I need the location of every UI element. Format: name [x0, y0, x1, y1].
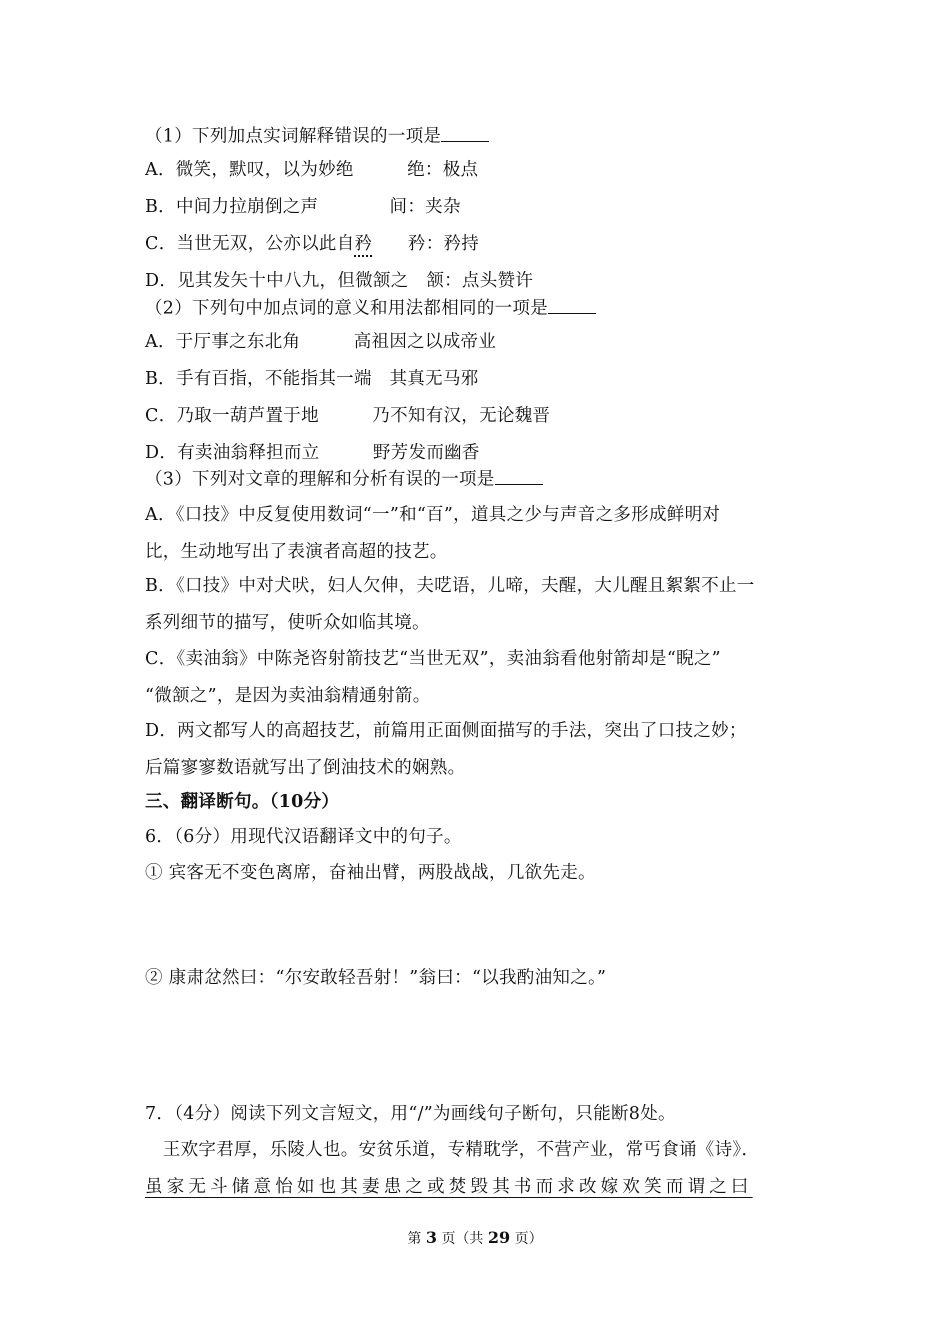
footer-middle: 页（共	[441, 1231, 484, 1247]
footer-prefix: 第	[407, 1231, 422, 1247]
q5-3-option-d-line2: 后篇寥寥数语就写出了倒油技术的娴熟。	[145, 758, 466, 778]
q5-3-option-c-line1: C．《卖油翁》中陈尧咨射箭技艺“当世无双”，卖油翁看他射箭却是“睨之”	[145, 649, 721, 669]
answer-blank	[495, 467, 543, 485]
q5-2-stem	[145, 296, 596, 321]
page-number: 3	[425, 1228, 437, 1247]
q5-3-option-a-line1: A．《口技》中反复使用数词“一”和“百”，道具之少与声音之多形成鲜明对	[145, 505, 721, 525]
option-c-gloss: 矜：矜持	[372, 234, 480, 254]
q7-stem: 7．（4分）阅读下列文言短文，用“/”为画线句子断句，只能断8处。	[145, 1104, 676, 1124]
total-pages: 29	[487, 1228, 511, 1247]
q5-2-option-b: B．手有百指，不能指其一端 其真无马邪	[145, 369, 479, 389]
q5-1-stem	[145, 124, 489, 149]
q5-1-option-b: B．中间力拉崩倒之声 间：夹杂	[145, 197, 461, 217]
dotted-emphasis-word: 矜	[354, 234, 373, 254]
q7-passage-line1: 王欢字君厚，乐陵人也。安贫乐道，专精耽学，不营产业，常丐食诵《诗》．	[145, 1140, 760, 1160]
q6-stem: 6．（6分）用现代汉语翻译文中的句子。	[145, 827, 462, 847]
q5-1-option-c	[145, 232, 479, 256]
section-heading: 三、翻译断句。（10分）	[145, 792, 340, 812]
answer-blank	[441, 124, 489, 142]
q5-3-option-b-line1: B．《口技》中对犬吠，妇人欠伸，夫呓语，儿啼，夫醒，大儿醒且絮絮不止一	[145, 576, 755, 596]
q5-1-stem-text: （1）下列加点实词解释错误的一项是	[145, 126, 442, 147]
q5-3-option-d-line1: D．两文都写人的高超技艺，前篇用正面侧面描写的手法，突出了口技之妙；	[145, 721, 747, 741]
q7-underlined-sentence: 虽家无斗储意怡如也其妻患之或焚毁其书而求改嫁欢笑而谓之曰	[145, 1177, 753, 1197]
answer-blank	[548, 296, 596, 314]
q5-3-stem-text: （3）下列对文章的理解和分析有误的一项是	[145, 469, 495, 490]
q6-sentence-2: ② 康肃忿然曰：“尔安敢轻吾射！”翁曰：“以我酌油知之。”	[145, 968, 607, 988]
q5-1-option-a: A．微笑，默叹，以为妙绝 绝：极点	[145, 160, 479, 180]
option-c-text: C．当世无双，公亦以此自	[145, 234, 355, 254]
q5-2-option-c: C．乃取一葫芦置于地 乃不知有汉，无论魏晋	[145, 406, 551, 426]
q6-sentence-1: ① 宾客无不变色离席，奋袖出臂，两股战战，几欲先走。	[145, 863, 596, 883]
q5-2-stem-text: （2）下列句中加点词的意义和用法都相同的一项是	[145, 298, 549, 319]
q5-3-option-c-line2: “微颔之”，是因为卖油翁精通射箭。	[145, 686, 431, 706]
q5-1-option-d: D．见其发矢十中八九，但微颔之 颔：点头赞许	[145, 271, 534, 291]
q5-2-option-a: A．于厅事之东北角 高祖因之以成帝业	[145, 332, 497, 352]
footer-suffix: 页）	[514, 1231, 543, 1247]
page-footer	[0, 1228, 950, 1249]
q5-3-option-b-line2: 系列细节的描写，使听众如临其境。	[145, 613, 430, 633]
q5-3-stem	[145, 467, 543, 492]
q5-3-option-a-line2: 比，生动地写出了表演者高超的技艺。	[145, 542, 448, 562]
q5-2-option-d: D．有卖油翁释担而立 野芳发而幽香	[145, 443, 480, 463]
